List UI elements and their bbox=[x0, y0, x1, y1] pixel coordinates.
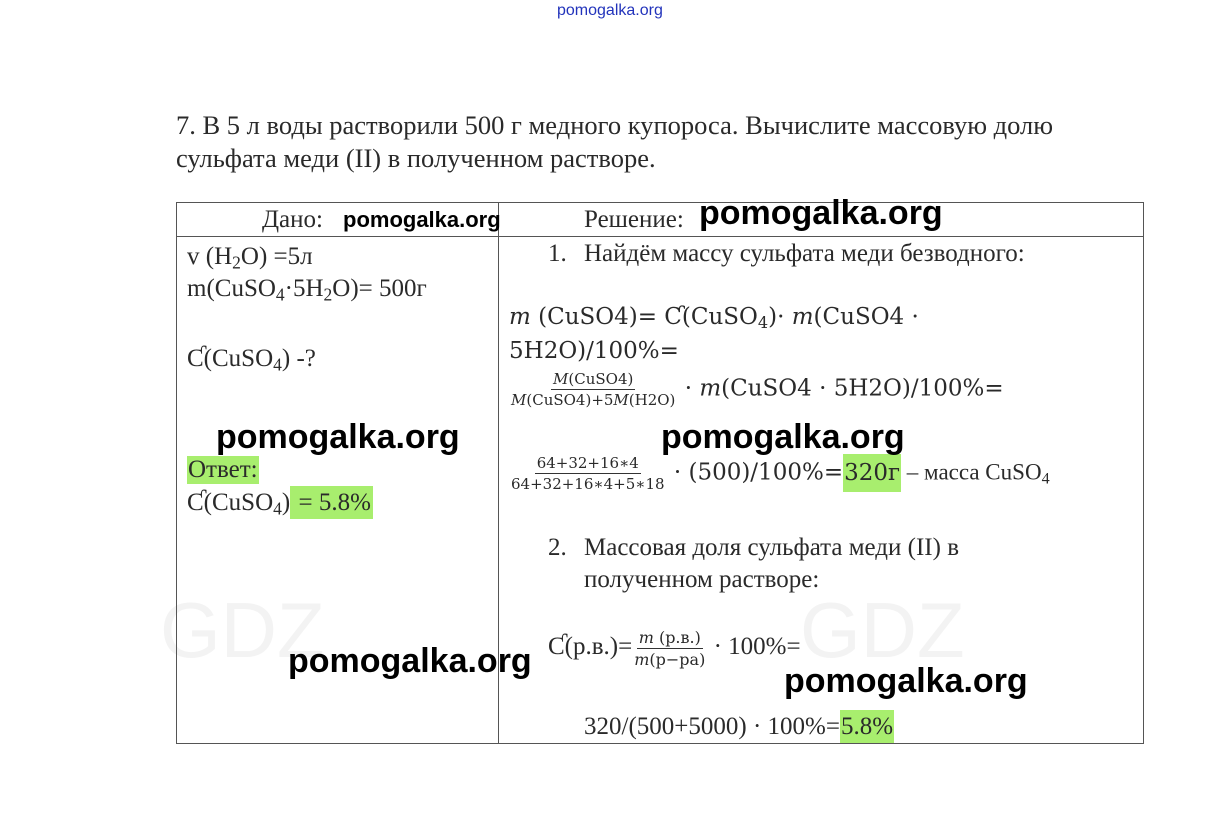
find-mass-fraction: Ƈ(CuSO$_4$) -? bbox=[187, 345, 316, 375]
intermediate-mass-highlight: 320г bbox=[843, 454, 901, 492]
given-header: Дано: bbox=[262, 206, 323, 233]
formula-2: $\frac{\text{𝑀(CuSO4)}}{\text{𝑀(CuSO4)+5𝑀(H2O)}}$ · 𝑚(CuSO4 · 5H2O)/100%= bbox=[511, 370, 1004, 409]
top-watermark: pomogalka.org bbox=[557, 2, 663, 19]
background-watermark: GDZ bbox=[800, 586, 965, 674]
step-2-text-line-1: Массовая доля сульфата меди (II) в bbox=[584, 534, 960, 561]
watermark-text: pomogalka.org bbox=[288, 642, 532, 680]
step-2-number: 2. bbox=[548, 534, 567, 561]
answer-label: Ответ: bbox=[188, 456, 258, 483]
step-1-number: 1. bbox=[548, 240, 567, 267]
final-answer-highlight: 5.8% bbox=[840, 710, 894, 743]
formula-3: $\frac{64+32+16∗4}{64+32+16∗4+5∗18}$ · (500)/100%=320г – масса CuSO$_4$ bbox=[511, 454, 1050, 493]
step-2-text-line-2: полученном растворе: bbox=[584, 566, 820, 593]
given-vitriol-mass: $m(CuSO_4\cdot 5H_2O)= 500г$ bbox=[187, 275, 427, 305]
answer-value: Ƈ(CuSO$_4$) = 5.8% bbox=[187, 489, 373, 519]
watermark-text: pomogalka.org bbox=[343, 207, 501, 232]
given-water-volume: v $(H_2O) =5л$ bbox=[187, 243, 313, 273]
formula-1-line-2: 5H2O)/100%= bbox=[509, 338, 679, 364]
formula-1-line-1: 𝑚 (CuSO4)= Ƈ(CuSO$_4$)· 𝑚(CuSO4 · bbox=[509, 304, 919, 333]
step-1-text: Найдём массу сульфата меди безводного: bbox=[584, 240, 1025, 267]
formula-5: 320/(500+5000) · 100%=5.8% bbox=[584, 713, 894, 741]
answer-highlight: = 5.8% bbox=[290, 486, 373, 519]
solution-header: Решение: bbox=[584, 206, 684, 233]
watermark-text: pomogalka.org bbox=[784, 662, 1028, 700]
background-watermark: GDZ bbox=[160, 586, 325, 674]
watermark-text: pomogalka.org bbox=[661, 418, 905, 456]
problem-text-line-1: 7. В 5 л воды растворили 500 г медного купороса. Вычислите массовую долю bbox=[176, 110, 1054, 140]
watermark-text: pomogalka.org bbox=[216, 418, 460, 456]
formula-4: Ƈ(р.в.)= $\frac{\text{𝑚 (р.в.)}}{\text{𝑚(р−ра)}}$ · 100%= bbox=[548, 628, 801, 669]
watermark-text: pomogalka.org bbox=[699, 194, 943, 232]
problem-text-line-2: сульфата меди (II) в полученном растворе. bbox=[176, 143, 656, 173]
